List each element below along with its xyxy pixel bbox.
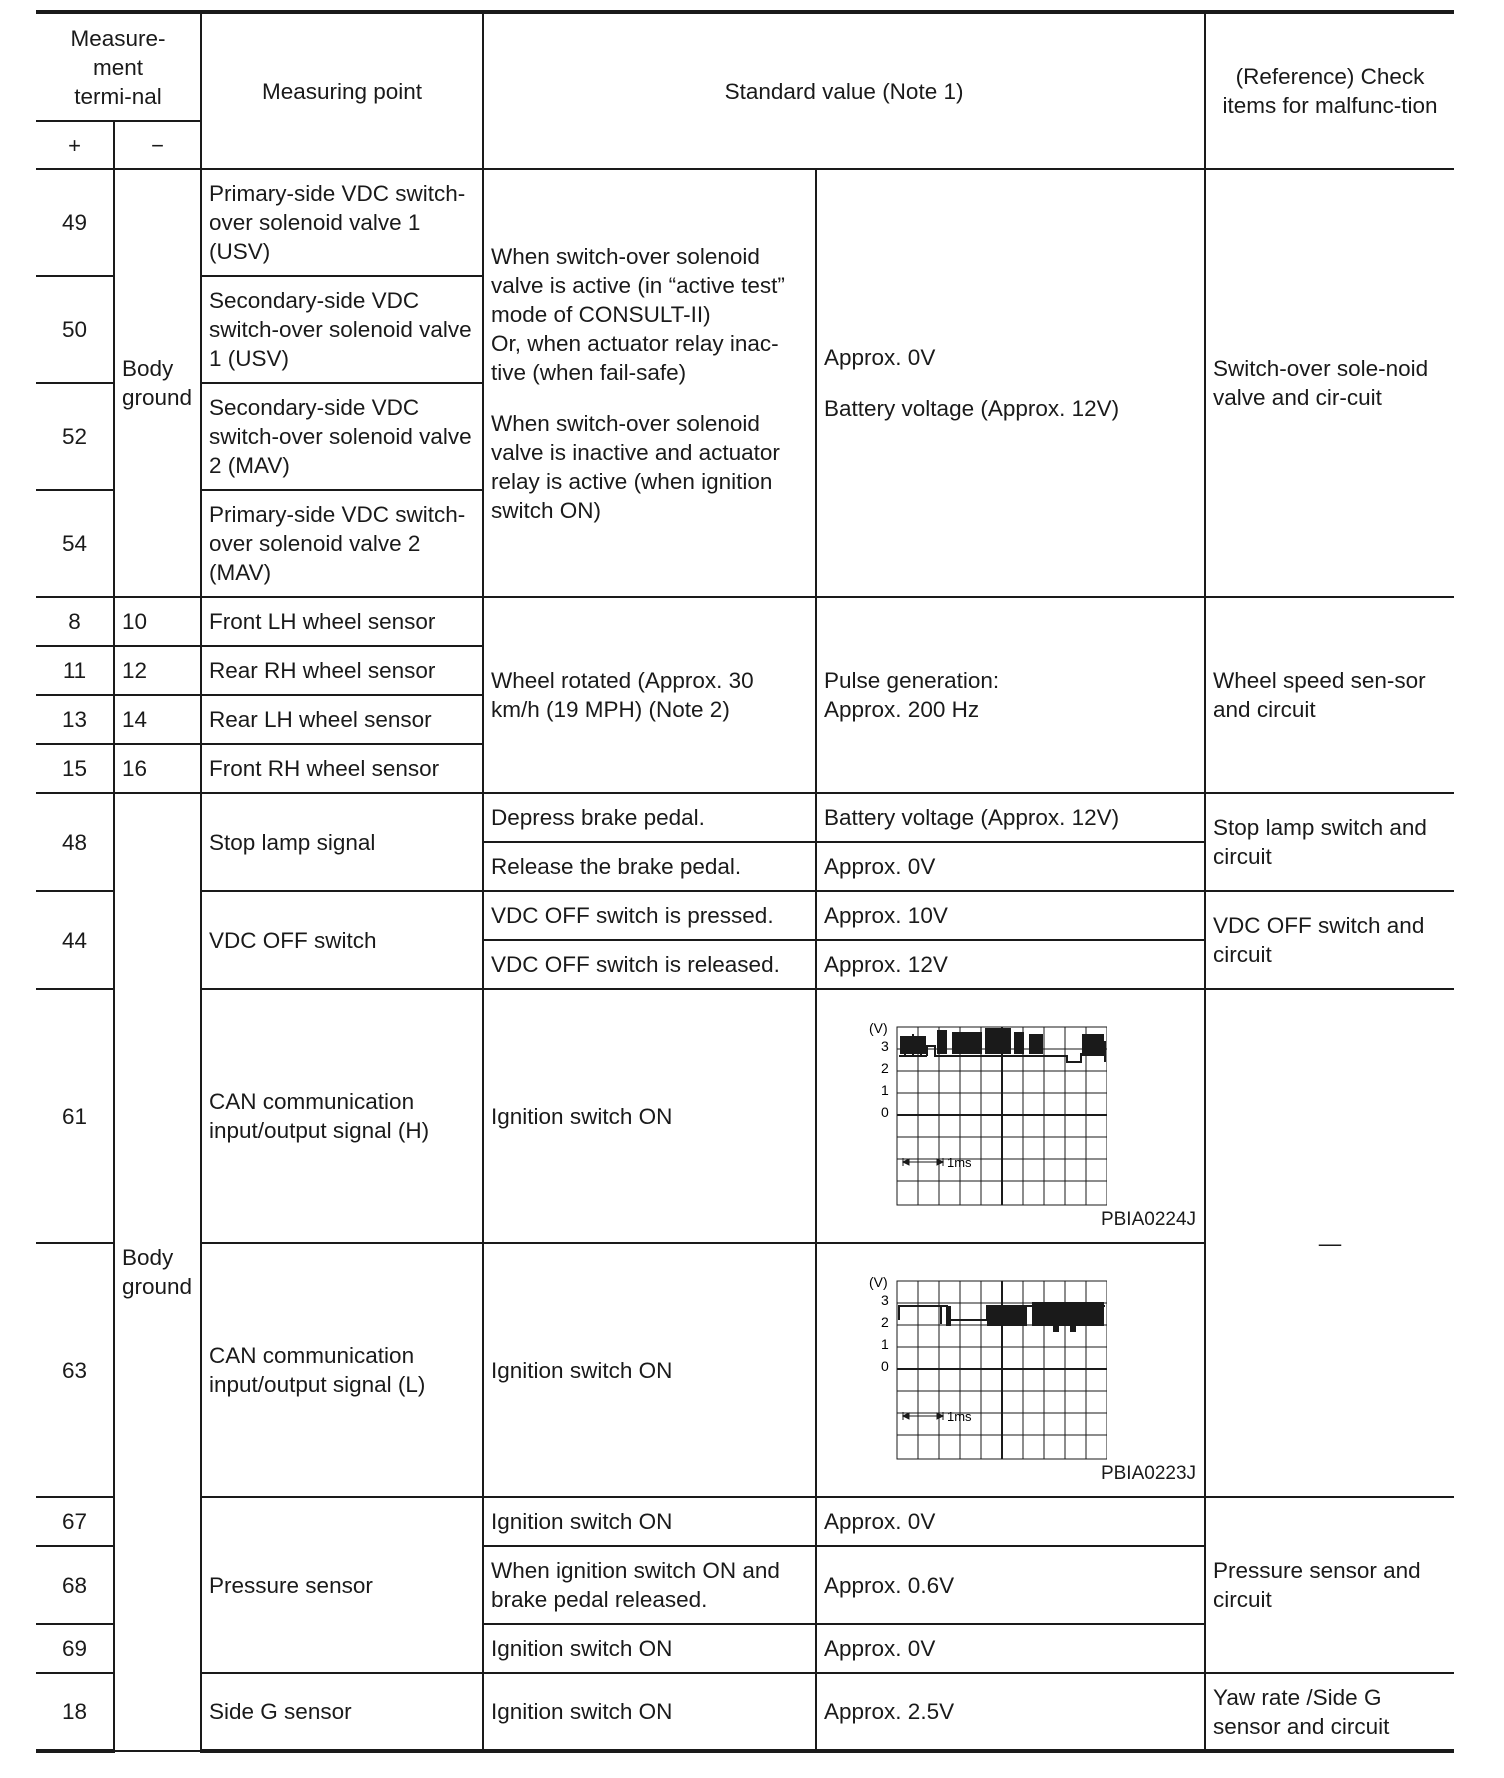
point-pressure-sensor: Pressure sensor (201, 1497, 483, 1673)
stop-lamp-val-2: Approx. 0V (816, 842, 1205, 891)
header-minus: − (114, 121, 201, 169)
usv-condition-2: Or, when actuator relay inac-tive (when fail-safe) (491, 330, 779, 385)
usv-check: Switch-over sole-noid valve and cir-cuit (1205, 169, 1454, 597)
terminal-18: 18 (36, 1673, 114, 1751)
stop-lamp-cond-2: Release the brake pedal. (483, 842, 816, 891)
stop-lamp-cond-1: Depress brake pedal. (483, 793, 816, 842)
can-h-tick-0: 0 (881, 1104, 889, 1120)
terminal-52: 52 (36, 383, 114, 490)
pressure-cond-67: Ignition switch ON (483, 1497, 816, 1546)
wheel-plus-11: 11 (36, 646, 114, 695)
terminal-68: 68 (36, 1546, 114, 1624)
wheel-minus-14: 14 (114, 695, 201, 744)
stop-lamp-val-1: Battery voltage (Approx. 12V) (816, 793, 1205, 842)
can-l-figure-id: PBIA0223J (1100, 1463, 1197, 1484)
can-check-value: — (1318, 1230, 1342, 1256)
pressure-val-67: Approx. 0V (816, 1497, 1205, 1546)
can-h-tick-2: 2 (881, 1060, 889, 1076)
wheel-value-1: Pulse generation: (824, 668, 1000, 693)
side-g-condition: Ignition switch ON (483, 1673, 816, 1751)
header-measurement-terminal: Measure-ment termi-nal (36, 12, 201, 121)
usv-value-2: Battery voltage (Approx. 12V) (824, 396, 1120, 421)
terminal-67: 67 (36, 1497, 114, 1546)
usv-values (816, 169, 1205, 597)
can-l-condition: Ignition switch ON (483, 1243, 816, 1497)
vdc-off-cond-2: VDC OFF switch is released. (483, 940, 816, 989)
can-l-axis-unit: (V) (869, 1276, 888, 1290)
wheel-minus-12: 12 (114, 646, 201, 695)
can-h-tick-1: 1 (881, 1082, 889, 1098)
vdc-off-val-2: Approx. 12V (816, 940, 1205, 989)
vdc-off-check: VDC OFF switch and circuit (1205, 891, 1454, 989)
can-h-waveform-cell (816, 989, 1205, 1243)
can-h-figure-id: PBIA0224J (1100, 1209, 1197, 1230)
terminal-spec-table (36, 10, 1454, 1753)
wheel-check: Wheel speed sen-sor and circuit (1205, 597, 1454, 793)
can-h-waveform (867, 1022, 1107, 1212)
terminal-61: 61 (36, 989, 114, 1243)
wheel-condition: Wheel rotated (Approx. 30 km/h (19 MPH) (Note 2) (483, 597, 816, 793)
point-can-h: CAN communication input/output signal (H) (201, 989, 483, 1243)
can-h-condition: Ignition switch ON (483, 989, 816, 1243)
terminal-48: 48 (36, 793, 114, 891)
wheel-plus-13: 13 (36, 695, 114, 744)
point-vdc-off: VDC OFF switch (201, 891, 483, 989)
can-l-tick-2: 2 (881, 1314, 889, 1330)
lower-body-ground: Body ground (114, 793, 201, 1751)
wheel-point-rear-rh: Rear RH wheel sensor (201, 646, 483, 695)
point-52: Secondary-side VDC switch-over solenoid valve 2 (MAV) (201, 383, 483, 490)
point-50: Secondary-side VDC switch-over solenoid valve 1 (USV) (201, 276, 483, 383)
vdc-off-val-1: Approx. 10V (816, 891, 1205, 940)
side-g-check: Yaw rate /Side G sensor and circuit (1205, 1673, 1454, 1751)
point-49: Primary-side VDC switch-over solenoid valve 1 (USV) (201, 169, 483, 276)
usv-value-1: Approx. 0V (824, 345, 936, 370)
terminal-spec-page (36, 10, 1454, 1753)
wheel-plus-8: 8 (36, 597, 114, 646)
usv-condition-1: When switch-over solenoid valve is active (in “active test” mode of CONSULT-II) (491, 243, 785, 327)
usv-body-ground: Body ground (114, 169, 201, 597)
pressure-val-68: Approx. 0.6V (816, 1546, 1205, 1624)
wheel-point-front-lh: Front LH wheel sensor (201, 597, 483, 646)
wheel-minus-16: 16 (114, 744, 201, 793)
header-standard-value: Standard value (Note 1) (483, 12, 1205, 169)
point-side-g: Side G sensor (201, 1673, 483, 1751)
terminal-44: 44 (36, 891, 114, 989)
stop-lamp-check: Stop lamp switch and circuit (1205, 793, 1454, 891)
wheel-minus-10: 10 (114, 597, 201, 646)
side-g-value: Approx. 2.5V (816, 1673, 1205, 1751)
wheel-point-front-rh: Front RH wheel sensor (201, 744, 483, 793)
can-h-axis-unit: (V) (869, 1022, 888, 1036)
wheel-value (816, 597, 1205, 793)
terminal-54: 54 (36, 490, 114, 597)
can-h-tick-3: 3 (881, 1038, 889, 1054)
header-check-items: (Reference) Check items for malfunc-tion (1205, 12, 1454, 169)
can-check (1205, 989, 1454, 1497)
can-l-waveform-cell (816, 1243, 1205, 1497)
vdc-off-cond-1: VDC OFF switch is pressed. (483, 891, 816, 940)
wheel-value-2: Approx. 200 Hz (824, 697, 980, 722)
pressure-check: Pressure sensor and circuit (1205, 1497, 1454, 1673)
header-plus: + (36, 121, 114, 169)
point-54: Primary-side VDC switch-over solenoid valve 2 (MAV) (201, 490, 483, 597)
pressure-val-69: Approx. 0V (816, 1624, 1205, 1673)
terminal-50: 50 (36, 276, 114, 383)
can-l-tick-1: 1 (881, 1336, 889, 1352)
can-l-signal-bursts (946, 1302, 1104, 1332)
header-measuring-point: Measuring point (201, 12, 483, 169)
point-can-l: CAN communication input/output signal (L) (201, 1243, 483, 1497)
can-l-tick-3: 3 (881, 1292, 889, 1308)
terminal-63: 63 (36, 1243, 114, 1497)
point-stop-lamp: Stop lamp signal (201, 793, 483, 891)
terminal-49: 49 (36, 169, 114, 276)
can-l-tick-0: 0 (881, 1358, 889, 1374)
can-h-time-scale: 1ms (947, 1155, 972, 1170)
can-l-time-scale: 1ms (947, 1409, 972, 1424)
usv-condition-3: When switch-over solenoid valve is inactive and actuator relay is active (when ignition switch ON) (491, 410, 780, 523)
wheel-point-rear-lh: Rear LH wheel sensor (201, 695, 483, 744)
pressure-cond-69: Ignition switch ON (483, 1624, 816, 1673)
pressure-cond-68: When ignition switch ON and brake pedal released. (483, 1546, 816, 1624)
usv-conditions (483, 169, 816, 597)
can-h-signal-bursts (900, 1028, 1104, 1056)
can-l-waveform (867, 1276, 1107, 1466)
terminal-69: 69 (36, 1624, 114, 1673)
wheel-plus-15: 15 (36, 744, 114, 793)
